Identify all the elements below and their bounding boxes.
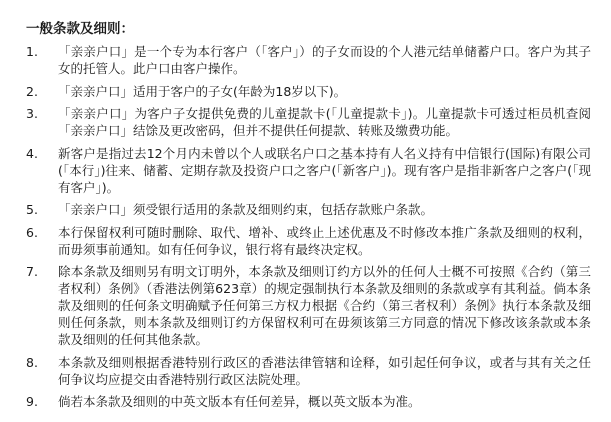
terms-item-1 [26,43,591,77]
terms-item-4 [26,145,591,196]
item-text: 除本条款及细则另有明文订明外，本条款及细则订约方以外的任何人士概不可按照《合约（第三者权利）条例》（香港法例第623章）的规定强制执行本条款及细则的条款或享有其利益。倘本条款及细则的任何条文明确赋予任何第三方权力根据《合约（第三者权利）条例》执行本条款及细则任何条款，则本条款及细则订约方保留权利可在毋须该第三方同意的情况下修改该条款或本条款及细则的任何其他条款。 [58,264,591,347]
terms-item-5 [26,201,591,218]
item-text: 「亲亲户口」是一个专为本行客户（「客户」）的子女而设的个人港元结单储蓄户口。客户为其子女的托管人。此户口由客户操作。 [58,44,591,76]
item-text: 新客户是指过去12个月内未曾以个人或联名户口之基本持有人名义持有中信银行(国际)有限公司(「本行」)往来、储蓄、定期存款及投资户口之客户(「新客户」)。现有客户是指非新客户之客户(「现有客户」)。 [58,145,591,195]
item-number: 9. [26,394,38,409]
item-text: 本行保留权利可随时删除、取代、增补、或终止上述优惠及不时修改本推广条款及细则的权利，而毋须事前通知。如有任何争议，银行将有最终决定权。 [58,224,591,257]
item-text: 倘若本条款及细则的中英文版本有任何差异，概以英文版本为准。 [58,394,421,409]
item-text: 「亲亲户口」为客户子女提供免费的儿童提款卡(「儿童提款卡」)。儿童提款卡可透过柜员机查阅「亲亲户口」结馀及更改密码，但并不提供任何提款、转账及缴费功能。 [58,106,591,138]
terms-heading: 一般条款及细则： [26,21,134,37]
item-text: 本条款及细则根据香港特别行政区的香港法律管辖和诠释，如引起任何争议，或者与其有关之任何争议均应提交由香港特别行政区法院处理。 [58,354,591,387]
item-text: 「亲亲户口」适用于客户的子女(年龄为18岁以下)。 [58,83,347,99]
item-number: 4. [26,145,38,161]
item-number: 2. [26,83,38,99]
terms-item-2 [26,83,591,100]
item-number: 1. [26,44,38,59]
terms-item-8 [26,354,591,388]
terms-item-3 [26,105,591,139]
item-number: 5. [26,202,38,217]
terms-list [26,43,591,410]
item-number: 6. [26,224,38,240]
item-number: 3. [26,106,38,121]
item-number: 7. [26,264,38,279]
item-number: 8. [26,354,38,370]
terms-item-9 [26,393,591,410]
terms-item-6 [26,224,591,258]
terms-item-7 [26,263,591,348]
item-text: 「亲亲户口」须受银行适用的条款及细则约束，包括存款账户条款。 [58,202,434,217]
